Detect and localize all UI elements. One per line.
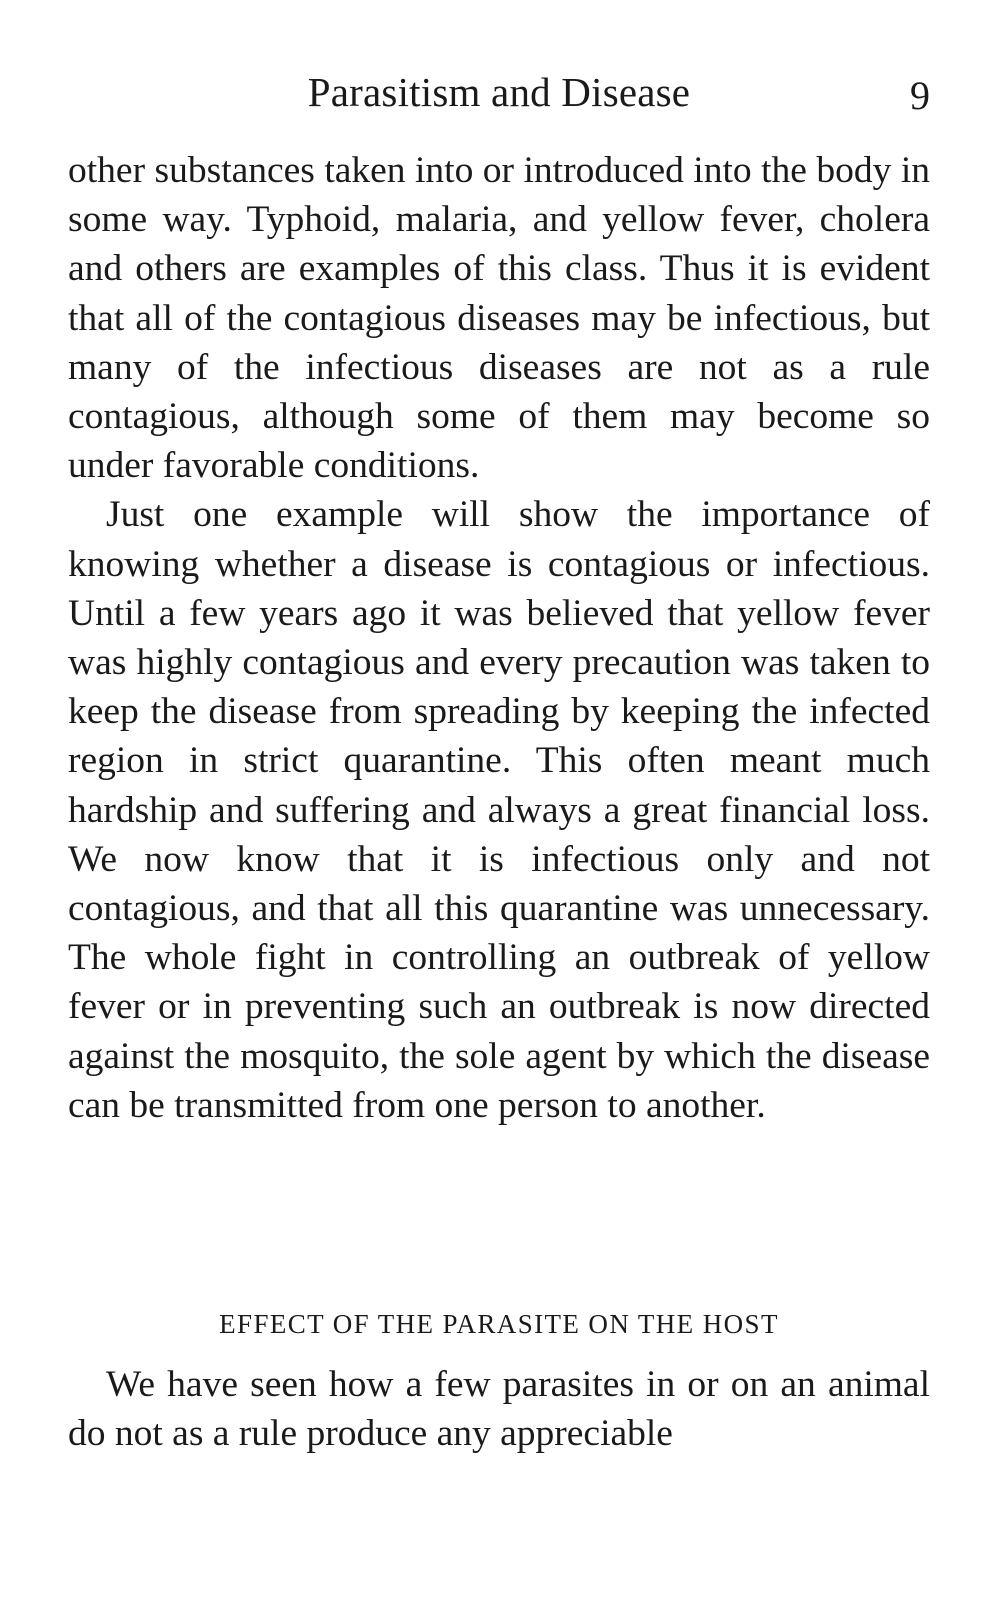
body-text [68, 146, 930, 1130]
running-title: Parasitism and Disease [307, 69, 691, 115]
page-number: 9 [910, 73, 930, 118]
paragraph-continued: other substances taken into or introduced into the body in some way. Typhoid, malaria, and yellow fever, cholera and others are examples of this class. Thus it is evident that all of the contagious diseases may be infectious, but many of the infectious diseases are not as a rule contagious, although some of them may become so under favorable conditions. [68, 150, 930, 487]
paragraph-yellow-fever-example: Just one example will show the importance of knowing whether a disease is contagious or infectious. Until a few years ago it was believed that yellow fever was highly contagious and every precaution was taken to keep the disease from spreading by keeping the infected region in strict quarantine. This often meant much hardship and suffering and always a great financial loss. We now know that it is infectious only and not contagious, and that all this quarantine was unnecessary. The whole fight in controlling an outbreak of yellow fever or in preventing such an outbreak is now directed against the mosquito, the sole agent by which the disease can be transmitted from one person to another. [68, 494, 930, 1126]
section-paragraph: We have seen how a few parasites in or on an animal do not as a rule produce any appreciable [68, 1364, 930, 1455]
section-heading: EFFECT OF THE PARASITE ON THE HOST [219, 1309, 779, 1339]
book-page [68, 0, 930, 1616]
running-head [68, 62, 930, 122]
